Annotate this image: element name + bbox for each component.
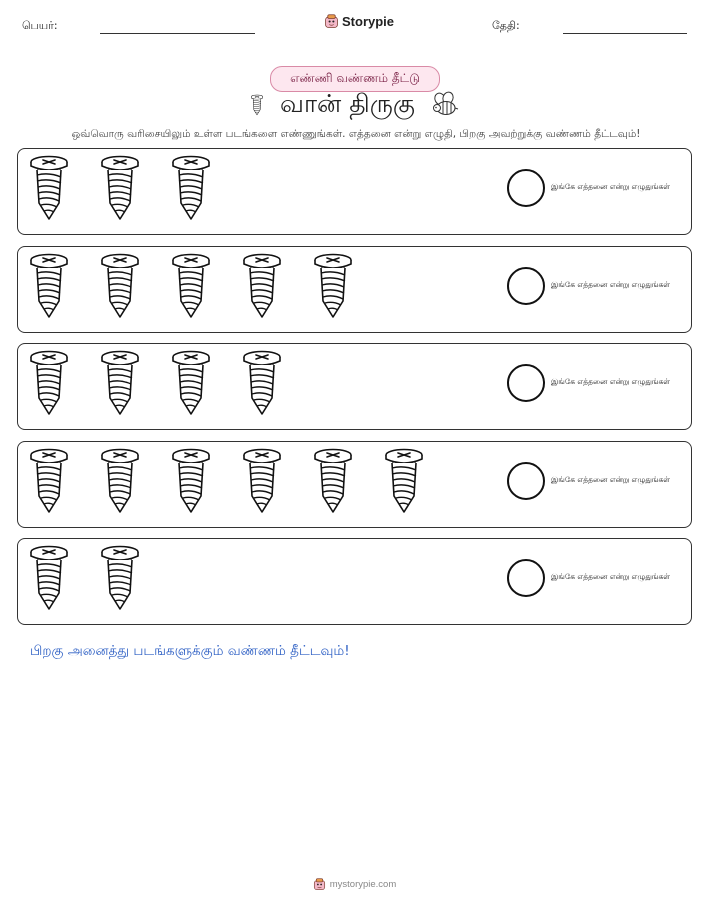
- screw-icon[interactable]: [382, 448, 426, 514]
- counting-row: [17, 538, 692, 625]
- screw-icon[interactable]: [98, 350, 142, 416]
- worksheet-tag: எண்ணி வண்ணம் தீட்டு: [270, 66, 440, 92]
- answer-circle[interactable]: [507, 267, 545, 305]
- screw-icon[interactable]: [27, 448, 71, 514]
- answer-prompt: இங்கே எத்தனை என்று எழுதுங்கள்: [551, 572, 671, 581]
- screw-icon[interactable]: [169, 350, 213, 416]
- answer-prompt: இங்கே எத்தனை என்று எழுதுங்கள்: [551, 279, 671, 289]
- screw-icon[interactable]: [311, 448, 355, 514]
- counting-row: [17, 148, 692, 235]
- answer-prompt: இங்கே எத்தனை என்று எழுதுங்கள்: [551, 182, 671, 191]
- screw-icon[interactable]: [169, 448, 213, 514]
- screw-icon[interactable]: [311, 253, 355, 319]
- name-line[interactable]: [100, 33, 255, 34]
- screw-icon[interactable]: [27, 545, 71, 611]
- page-title: வான் திருகு: [280, 88, 415, 118]
- answer-circle[interactable]: [507, 364, 545, 402]
- screw-icon[interactable]: [27, 350, 71, 416]
- screw-icon[interactable]: [169, 155, 213, 221]
- counting-row: [17, 441, 692, 528]
- screw-icon[interactable]: [98, 448, 142, 514]
- name-label: பெயர்:: [22, 19, 58, 32]
- answer-circle[interactable]: [507, 462, 545, 500]
- screw-icon[interactable]: [27, 253, 71, 319]
- brand-name: Storypie: [342, 14, 395, 29]
- title-row: [0, 88, 709, 122]
- date-label: தேதி:: [492, 19, 520, 32]
- screw-icon[interactable]: [240, 448, 284, 514]
- date-line[interactable]: [563, 33, 687, 34]
- answer-prompt: இங்கே எத்தனை என்று எழுதுங்கள்: [551, 377, 671, 386]
- screw-icon[interactable]: [27, 155, 71, 221]
- counting-row: [17, 343, 692, 430]
- screw-icon[interactable]: [98, 253, 142, 319]
- screw-icon[interactable]: [98, 155, 142, 221]
- screw-icon[interactable]: [240, 253, 284, 319]
- bee-icon: [431, 91, 459, 119]
- header-bar: [0, 14, 709, 38]
- answer-circle[interactable]: [507, 559, 545, 597]
- screw-icon[interactable]: [240, 350, 284, 416]
- screw-icon[interactable]: [98, 545, 142, 611]
- storypie-mascot-icon: [313, 878, 326, 891]
- brand-logo: [324, 14, 394, 29]
- instructions: ஒவ்வொரு வரிசையிலும் உள்ள படங்களை எண்ணுங்கள். எத்தனை என்று எழுதி, பிறகு அவற்றுக்கு வண்ணம் தீட்டவும்!: [71, 128, 641, 140]
- footer: [0, 878, 709, 891]
- screw-icon: [250, 92, 264, 118]
- footer-site: mystorypie.com: [329, 879, 397, 890]
- answer-circle[interactable]: [507, 169, 545, 207]
- counting-row: [17, 246, 692, 333]
- screw-icon[interactable]: [169, 253, 213, 319]
- answer-prompt: இங்கே எத்தனை என்று எழுதுங்கள்: [551, 474, 671, 484]
- storypie-mascot-icon: [324, 14, 339, 29]
- closing-note: பிறகு அனைத்து படங்களுக்கும் வண்ணம் தீட்டவும்!: [30, 643, 350, 659]
